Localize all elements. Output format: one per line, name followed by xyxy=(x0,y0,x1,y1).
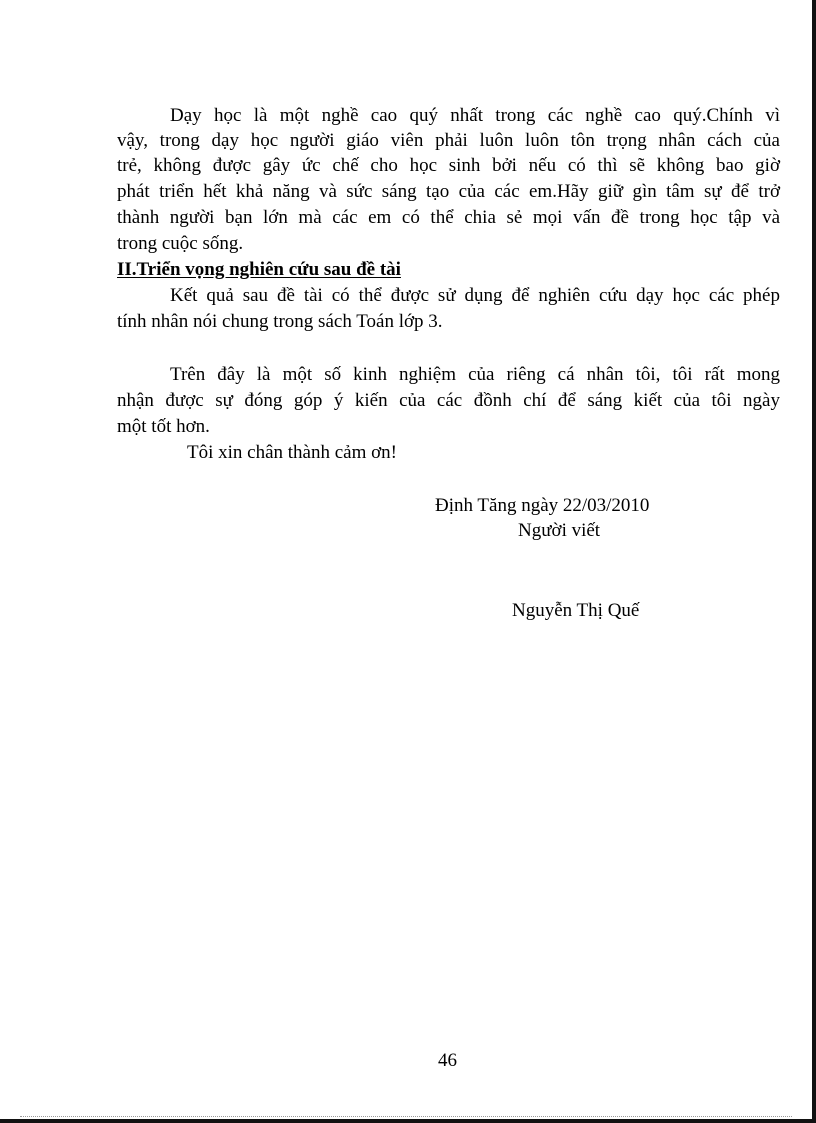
paragraph-1-line-5: thành người bạn lớn mà các em có thể chia sẻ mọi vấn đề trong học tập và xyxy=(117,207,780,228)
page-number: 46 xyxy=(438,1050,457,1071)
paragraph-1-line-1: Dạy học là một nghề cao quý nhất trong các nghề cao quý.Chính vì xyxy=(170,105,780,126)
closing-line-3: một tốt hơn. xyxy=(117,416,210,437)
section-2-line-2: tính nhân nói chung trong sách Toán lớp 3. xyxy=(117,311,443,332)
closing-line-2: nhận được sự đóng góp ý kiến của các đồnh chí để sáng kiết của tôi ngày xyxy=(117,390,780,411)
footer-dotted-rule xyxy=(20,1116,792,1117)
paragraph-1-line-6: trong cuộc sống. xyxy=(117,233,244,254)
closing-line-1: Trên đây là một số kinh nghiệm của riêng cá nhân tôi, tôi rất mong xyxy=(170,364,780,385)
thanks-line: Tôi xin chân thành cảm ơn! xyxy=(187,442,398,463)
signature-place-date: Định Tăng ngày 22/03/2010 xyxy=(435,495,650,516)
section-2-line-1: Kết quả sau đề tài có thể được sử dụng để nghiên cứu dạy học các phép xyxy=(170,285,780,306)
paragraph-1-line-4: phát triển hết khả năng và sức sáng tạo của các em.Hãy giữ gìn tâm sự để trở xyxy=(117,181,780,202)
paragraph-1-line-2: vậy, trong dạy học người giáo viên phải luôn luôn tôn trọng nhân cách của xyxy=(117,130,780,151)
signature-name: Nguyễn Thị Quế xyxy=(512,600,640,621)
section-2-heading: II.Triển vọng nghiên cứu sau đề tài xyxy=(117,259,401,280)
paragraph-1-line-3: trẻ, không được gây ức chế cho học sinh bởi nếu có thì sẽ không bao giờ xyxy=(117,155,780,176)
signature-role: Người viết xyxy=(518,520,601,541)
